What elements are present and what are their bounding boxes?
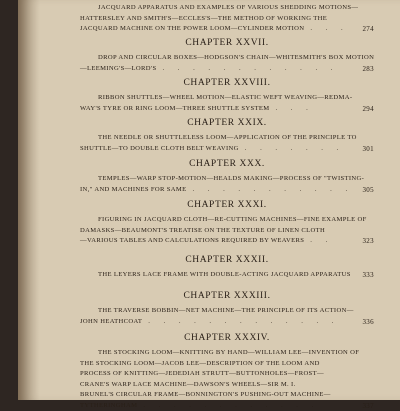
toc-line: CRANE'S WARP LACE MACHINE—DAWSON'S WHEELS—SIR M. I.: [80, 380, 374, 391]
toc-line: SHUTTLE—TO DOUBLE CLOTH BELT WEAVING . . . . . . . 301: [80, 144, 374, 155]
toc-line: THE STOCKING LOOM—KNITTING BY HAND—WILLIAM LEE—INVENTION OF: [80, 348, 374, 359]
toc-line: THE TRAVERSE BOBBIN—NET MACHINE—THE PRINCIPLE OF ITS ACTION—: [80, 306, 374, 317]
toc-entry-chapter-29: [80, 118, 374, 154]
chapter-heading: CHAPTER XXVIII.: [80, 78, 374, 89]
page-number: 336: [362, 317, 374, 328]
chapter-heading: CHAPTER XXX.: [80, 159, 374, 170]
toc-line: TEMPLES—WARP STOP-MOTION—HEALDS MAKING—PROCESS OF "TWISTING-: [80, 174, 374, 185]
toc-line: DROP AND CIRCULAR BOXES—HODGSON'S CHAIN—WHITESMITH'S BOX MOTION: [80, 53, 374, 64]
toc-line: PROCESS OF KNITTING—JEDEDIAH STRUTT—BUTTONHOLES—FROST—: [80, 369, 374, 380]
toc-entry-chapter-33: [80, 291, 374, 327]
toc-line: THE LEYERS LACE FRAME WITH DOUBLE-ACTING JACQUARD APPARATUS 333: [80, 270, 374, 281]
page-number: 294: [362, 104, 374, 115]
toc-line: JACQUARD MACHINE ON THE POWER LOOM—CYLINDER MOTION . . . 274: [80, 24, 374, 35]
toc-entry-chapter-30: [80, 159, 374, 195]
chapter-heading: CHAPTER XXVII.: [80, 38, 374, 49]
toc-line: JACQUARD APPARATUS AND EXAMPLES OF VARIOUS SHEDDING MOTIONS—: [80, 3, 374, 14]
page-number: 323: [362, 236, 374, 247]
toc-entry-chapter-28: [80, 78, 374, 114]
toc-entry-continued: [80, 3, 374, 35]
chapter-heading: CHAPTER XXXIV.: [80, 333, 374, 344]
toc-line: IN," AND MACHINES FOR SAME . . . . . . . . . . . 305: [80, 185, 374, 196]
chapter-heading: CHAPTER XXXI.: [80, 200, 374, 211]
chapter-heading: CHAPTER XXXIII.: [80, 291, 374, 302]
toc-line: —LEEMING'S—LORD'S . . . . . . . . . . . . 283: [80, 64, 374, 75]
page-number: 337: [362, 401, 374, 411]
chapter-heading: CHAPTER XXIX.: [80, 118, 374, 129]
page-number: 301: [362, 144, 374, 155]
toc-entry-chapter-32: [80, 255, 374, 281]
toc-line: THE STOCKING LOOM—JACOB LEE—DESCRIPTION OF THE LOOM AND: [80, 359, 374, 370]
toc-entry-chapter-34: [80, 333, 374, 411]
page-number: 305: [362, 185, 374, 196]
chapter-heading: CHAPTER XXXII.: [80, 255, 374, 266]
toc-line: WAY'S TYRE OR RING LOOM—THREE SHUTTLE SYSTEM . . . 294: [80, 104, 374, 115]
toc-entry-chapter-27: [80, 38, 374, 74]
toc-line: FIGURING IN JACQUARD CLOTH—RE-CUTTING MACHINES—FINE EXAMPLE OF: [80, 215, 374, 226]
toc-line: JOHN HEATHCOAT . . . . . . . . . . . . . 336: [80, 317, 374, 328]
toc-line: TYTHERINGHAM . . . . . . . . . . . . 337: [80, 401, 374, 411]
toc-line: RIBBON SHUTTLES—WHEEL MOTION—ELASTIC WEFT WEAVING—REDMA-: [80, 93, 374, 104]
toc-line: HATTERSLEY AND SMITH'S—ECCLES'S—THE METHOD OF WORKING THE: [80, 14, 374, 25]
page-number: 283: [362, 64, 374, 75]
toc-line: —VARIOUS TABLES AND CALCULATIONS REQUIRED BY WEAVERS . . 323: [80, 236, 374, 247]
toc-entry-chapter-31: [80, 200, 374, 247]
toc-line: THE NEEDLE OR SHUTTLELESS LOOM—APPLICATION OF THE PRINCIPLE TO: [80, 133, 374, 144]
toc-line: BRUNEL'S CIRCULAR FRAME—BONNINGTON'S PUSHING-OUT MACHINE—: [80, 390, 374, 401]
book-page: [18, 0, 400, 400]
page-number: 333: [362, 270, 374, 281]
toc-line: DAMASKS—BEAUMONT'S TREATISE ON THE TEXTURE OF LINEN CLOTH: [80, 226, 374, 237]
page-number: 274: [362, 24, 374, 35]
